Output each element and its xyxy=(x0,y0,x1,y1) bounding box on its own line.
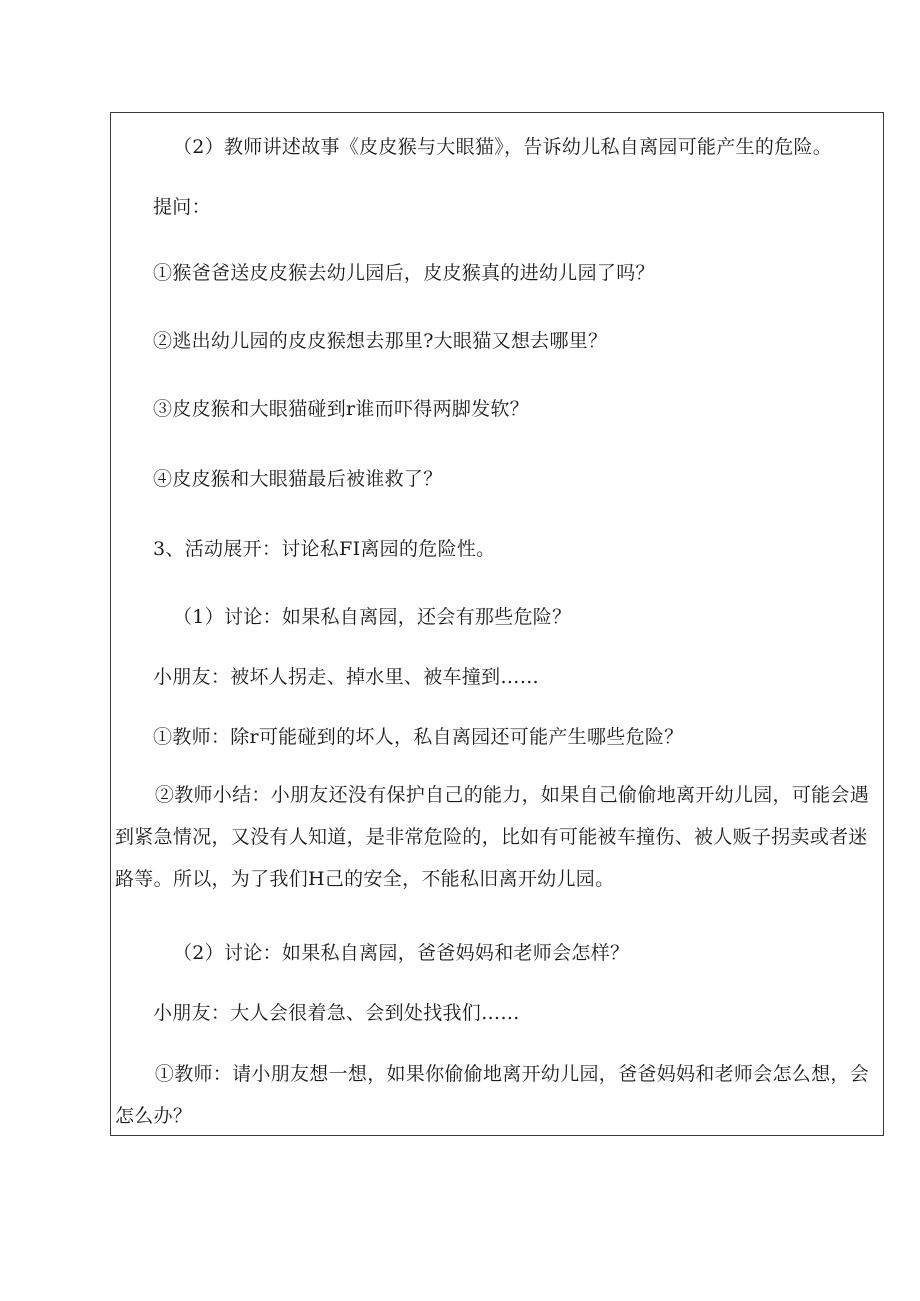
children-answer-1: 小朋友：被坏人拐走、掉水里、被车撞到…… xyxy=(153,666,540,688)
discussion-1-line: （1）讨论：如果私自离园，还会有那些危险？ xyxy=(173,606,572,628)
question-item-4: ④皮皮猴和大眼猫最后被谁救了？ xyxy=(153,468,443,490)
teacher-question-2-paragraph: ①教师：请小朋友想一想，如果你偷偷地离开幼儿园，爸爸妈妈和老师会怎么想，会怎么办？ xyxy=(115,1063,869,1127)
activity-heading: 3、活动展开：讨论私FI离园的危险性。 xyxy=(153,538,496,560)
children-answer-2: 小朋友：大人会很着急、会到处找我们…… xyxy=(153,1002,520,1024)
teacher-summary-paragraph: ②教师小结：小朋友还没有保护自己的能力，如果自己偷偷地离开幼儿园，可能会遇到紧急情况，又没有人知道，是非常危险的，比如有可能被车撞伤、被人贩子拐卖或者迷路等。所以，为了我们H己的安全，不能私旧离开幼儿园。 xyxy=(115,784,869,890)
document-table-cell xyxy=(110,112,884,1136)
story-step-line: （2）教师讲述故事《皮皮猴与大眼猫》，告诉幼儿私自离园可能产生的危险。 xyxy=(173,136,833,158)
discussion-2-line: （2）讨论：如果私自离园，爸爸妈妈和老师会怎样？ xyxy=(173,942,630,964)
question-item-1: ①猴爸爸送皮皮猴去幼儿园后，皮皮猴真的进幼儿园了吗？ xyxy=(153,262,655,284)
question-item-3: ③皮皮猴和大眼猫碰到r谁而吓得两脚发软？ xyxy=(153,398,530,420)
teacher-question-1: ①教师：除r可能碰到的坏人，私自离园还可能产生哪些危险？ xyxy=(153,726,684,748)
question-heading: 提问： xyxy=(153,196,211,218)
question-item-2: ②逃出幼儿园的皮皮猴想去那里?大眼猫又想去哪里？ xyxy=(153,330,608,352)
